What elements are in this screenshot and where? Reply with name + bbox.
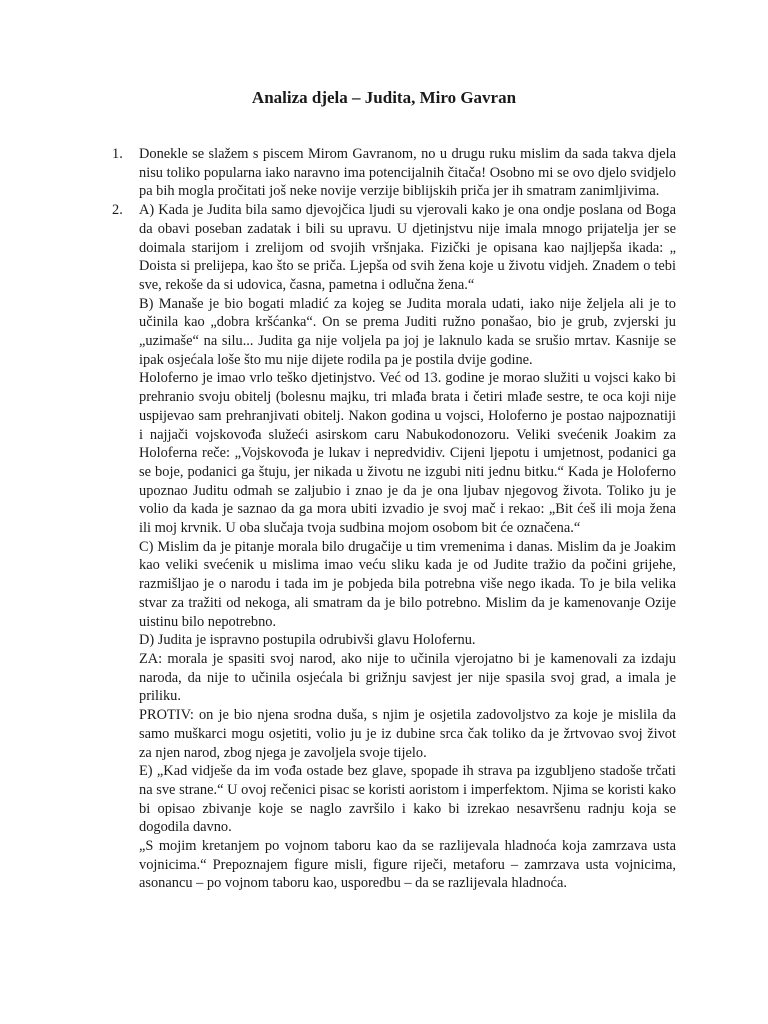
paragraph-c: C) Mislim da je pitanje morala bilo drugačije u tim vremenima i danas. Mislim da je Joakim kao veliki svećenik u mislima imao veću sliku kada je od Judite tražio da počini grijehe, razmišljao je o narodu i tada im je pobjeda bila potrebna više nego ikada. To je bila velika stvar za tražiti od nekoga, ali smatram da je bilo potrebno. Mislim da je kamenovanje Ozije uistinu bilo nepotrebno. <box>139 538 676 630</box>
document-title: Analiza djela – Judita, Miro Gavran <box>251 88 517 107</box>
paragraph-holoferno: Holoferno je imao vrlo teško djetinjstvo. Već od 13. godine je morao služiti u vojsci kako bi prehranio svoju obitelj (bolesnu majku, tri mlađa brata i četiri mlađe sestre, te oca koji nije uspijevao sam prehranjivati obitelj. Nakon godina u vojsci, Holoferno je postao najpoznatiji i najjači vojskovođa služeći asirskom caru Nabukodonozoru. Veliki svećenik Joakim za Holoferna reče: „Vojskovođa je lukav i nepredvidiv. Cijeni ljepotu i umjetnost, podanici ga se boje, podanici ga štuju, jer nikada u životu ne izgubi niti jednu bitku.“ Kada je Holoferno upoznao Juditu odmah se zaljubio i znao je da je ona ljubav njegovog života. Toliko ju je volio da kada je saznao da ga mora ubiti izvadio je svoj mač i rekao: „Bit ćeš ili moja žena ili moj krvnik. U oba slučaja tvoja sudbina mojom osobom bit će označena.“ <box>139 370 676 537</box>
paragraph: Donekle se slažem s piscem Mirom Gavranom, no u drugu ruku mislim da sada takva djela nisu toliko popularna iako naravno ima potencijalnih čitača! Osobno mi se ovo djelo svidjelo pa bih mogla pročitati još neke novije verzije biblijskih priča jer ih smatram zanimljivima. <box>139 146 676 200</box>
paragraph-d: D) Judita je ispravno postupila odrubivši glavu Holofernu. <box>139 632 476 649</box>
list-number: 2. <box>112 202 123 219</box>
paragraph-a: A) Kada je Judita bila samo djevojčica ljudi su vjerovali kako je ona ondje poslana od Boga da obavi poseban zadatak i bili su upravu. U djetinjstvu nije imala mnogo prijatelja jer se doimala starijom i zrelijom od svojih vršnjaka. Fizički je opisana kao najljepša ikada: „ Doista si prelijepa, kao što se priča. Ljepša od svih žena koje u životu vidjeh. Znadem o tebi sve, rekoše da si udovica, časna, pametna i odlučna žena.“ <box>139 202 676 293</box>
list-number: 1. <box>112 146 123 162</box>
paragraph-quote: „S mojim kretanjem po vojnom taboru kao da se razlijevala hladnoća koja zamrzava usta vojnicima.“ Prepoznajem figure misli, figure riječi, metaforu – zamrzava usta vojnicima, asonancu – po vojnom taboru kao, usporedbu – da se razlijevala hladnoća. <box>139 838 676 892</box>
paragraph-e: E) „Kad vidješe da im vođa ostade bez glave, spopade ih strava pa izgubljeno stadoše trčati na sve strane.“ U ovoj rečenici pisac se koristi aoristom i imperfektom. Njima se koristi kako bi opisao zbivanje koje se naglo završilo i kako bi izrekao nesavršenu radnju koja se dogodila davno. <box>139 763 676 836</box>
paragraph-za: ZA: morala je spasiti svoj narod, ako nije to učinila vjerojatno bi je kamenovali za izdaju naroda, da nije to učinila osjećala bi grižnju savjest jer nije spasila svoj grad, a imala je priliku. <box>139 650 676 705</box>
numbered-list <box>112 145 676 893</box>
list-item-2 <box>112 201 676 893</box>
paragraph-b: B) Manaše je bio bogati mladić za kojeg se Judita morala udati, iako nije željela ali je to učinila kao „dobra kršćanka“. On se prema Juditi ružno ponašao, bio je grub, zvjerski ju „uzimaše“ na silu... Judita ga nije voljela pa joj je laknulo kada se srušio mrtav. Kasnije se ipak osjećala loše što mu nije dijete rodila pa je postila dvije godine. <box>139 295 676 368</box>
paragraph-protiv: PROTIV: on je bio njena srodna duša, s njim je osjetila zadovoljstvo za koje je mislila da samo muškarci mogu osjetiti, volio ju je iz dubine srca čak toliko da je žrtvovao svoj život za njen narod, zbog njega je zavoljela svoje tijelo. <box>139 707 676 761</box>
list-item-1 <box>112 145 676 201</box>
